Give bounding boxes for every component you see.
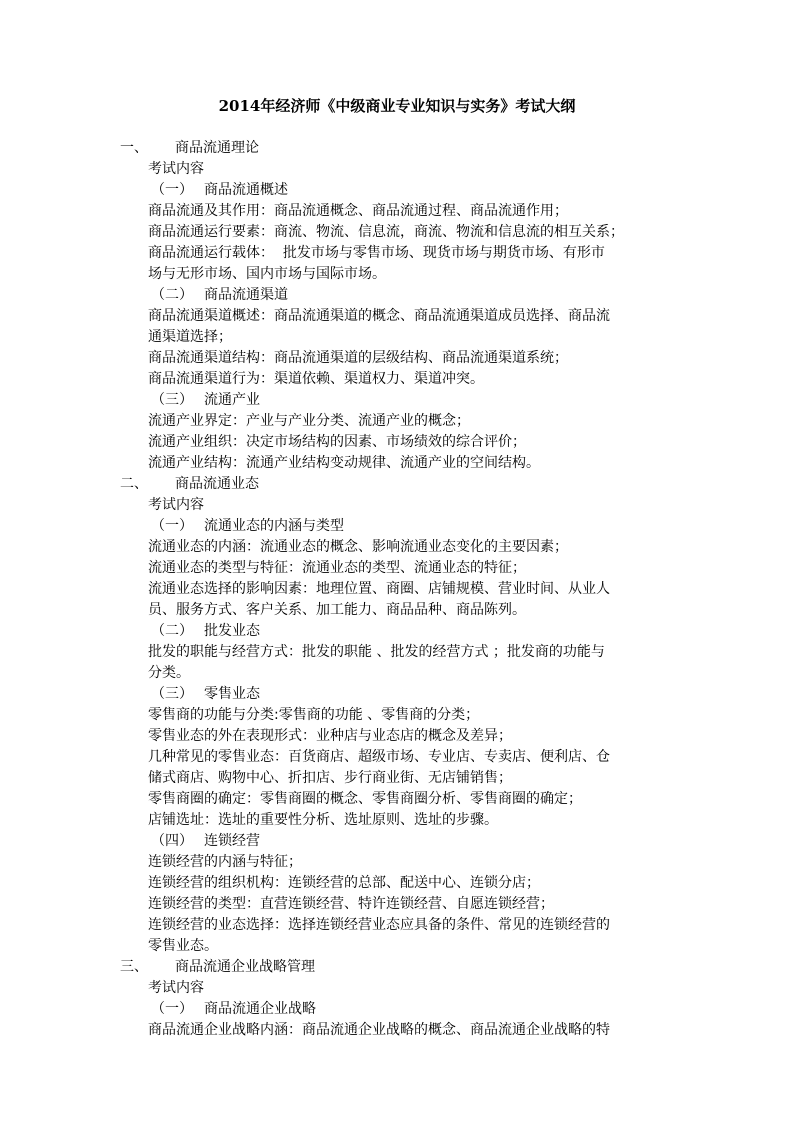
section-number: 三、 — [120, 959, 148, 975]
subsection-title: 商品流通渠道 — [204, 287, 288, 303]
subsection-title: 流通业态的内涵与类型 — [204, 518, 344, 534]
body-line: 连锁经营的组织机构：连锁经营的总部、配送中心、连锁分店； — [148, 875, 540, 891]
page-title: 2014年经济师《中级商业专业知识与实务》考试大纲 — [218, 97, 576, 115]
body-line: 流通产业结构：流通产业结构变动规律、流通产业的空间结构。 — [148, 455, 540, 471]
body-line: 场与无形市场、国内市场与国际市场。 — [148, 266, 386, 282]
section-heading — [0, 138, 794, 159]
body-line: 分类。 — [148, 665, 190, 681]
body-line: 商品流通渠道行为：渠道依赖、渠道权力、渠道冲突。 — [148, 371, 484, 387]
section-number: 一、 — [120, 140, 148, 156]
subsection-number: （三） — [151, 686, 193, 702]
subsection-heading — [0, 516, 794, 537]
section-title: 商品流通理论 — [175, 140, 259, 156]
body-line: 连锁经营的类型：直营连锁经营、特许连锁经营、自愿连锁经营； — [148, 896, 554, 912]
body-line: 店铺选址：选址的重要性分析、选址原则、选址的步骤。 — [148, 812, 498, 828]
subsection-number: （一） — [151, 518, 193, 534]
body-line: 几种常见的零售业态：百货商店、超级市场、专业店、专卖店、便利店、仓 — [148, 749, 610, 765]
body-line: 流通业态的内涵：流通业态的概念、影响流通业态变化的主要因素； — [148, 539, 568, 555]
subsection-number: （二） — [151, 287, 193, 303]
body-line: 通渠道选择； — [148, 329, 232, 345]
subsection-title: 流通产业 — [204, 392, 260, 408]
body-line: 员、服务方式、客户关系、加工能力、商品品种、商品陈列。 — [148, 602, 526, 618]
subsection-heading — [0, 831, 794, 852]
subsection-title: 商品流通概述 — [204, 182, 288, 198]
subsection-heading — [0, 684, 794, 705]
body-line: 商品流通及其作用：商品流通概念、商品流通过程、商品流通作用； — [148, 203, 568, 219]
body-line: 商品流通渠道结构：商品流通渠道的层级结构、商品流通渠道系统； — [148, 350, 568, 366]
body-line: 流通业态的类型与特征：流通业态的类型、流通业态的特征； — [148, 560, 526, 576]
exam-content-label: 考试内容 — [148, 980, 204, 996]
body-line: 流通产业组织：决定市场结构的因素、市场绩效的综合评价； — [148, 434, 526, 450]
section-number: 二、 — [120, 476, 148, 492]
subsection-title: 零售业态 — [204, 686, 260, 702]
subsection-heading — [0, 180, 794, 201]
exam-content-label: 考试内容 — [148, 497, 204, 513]
body-line: 储式商店、购物中心、折扣店、步行商业街、无店铺销售； — [148, 770, 512, 786]
subsection-heading — [0, 390, 794, 411]
subsection-number: （四） — [151, 833, 193, 849]
body-line: 零售业态的外在表现形式：业种店与业态店的概念及差异； — [148, 728, 512, 744]
subsection-number: （一） — [151, 1001, 193, 1017]
exam-content-label: 考试内容 — [148, 161, 204, 177]
subsection-heading — [0, 621, 794, 642]
body-line: 零售业态。 — [148, 938, 218, 954]
section-title: 商品流通业态 — [175, 476, 259, 492]
outline-content — [0, 138, 794, 1041]
subsection-heading — [0, 285, 794, 306]
body-line: 流通业态选择的影响因素：地理位置、商圈、店铺规模、营业时间、从业人 — [148, 581, 610, 597]
section-heading — [0, 957, 794, 978]
subsection-heading — [0, 999, 794, 1020]
body-line: 批发的职能与经营方式：批发的职能 、批发的经营方式 ；批发商的功能与 — [148, 644, 605, 660]
body-line: 商品流通企业战略内涵：商品流通企业战略的概念、商品流通企业战略的特 — [148, 1022, 610, 1038]
body-line: 连锁经营的内涵与特征； — [148, 854, 302, 870]
body-line: 商品流通运行要素：商流、物流、信息流，商流、物流和信息流的相互关系； — [148, 224, 624, 240]
body-line: 零售商的功能与分类:零售商的功能 、零售商的分类； — [148, 707, 480, 723]
subsection-title: 商品流通企业战略 — [204, 1001, 316, 1017]
subsection-number: （三） — [151, 392, 193, 408]
subsection-number: （二） — [151, 623, 193, 639]
body-line: 零售商圈的确定：零售商圈的概念、零售商圈分析、零售商圈的确定； — [148, 791, 582, 807]
body-line: 流通产业界定：产业与产业分类、流通产业的概念； — [148, 413, 470, 429]
body-line: 商品流通运行载体： 批发市场与零售市场、现货市场与期货市场、有形市 — [148, 245, 605, 261]
subsection-number: （一） — [151, 182, 193, 198]
subsection-title: 连锁经营 — [204, 833, 260, 849]
section-heading — [0, 474, 794, 495]
subsection-title: 批发业态 — [204, 623, 260, 639]
body-line: 连锁经营的业态选择：选择连锁经营业态应具备的条件、常见的连锁经营的 — [148, 917, 610, 933]
section-title: 商品流通企业战略管理 — [175, 959, 315, 975]
body-line: 商品流通渠道概述：商品流通渠道的概念、商品流通渠道成员选择、商品流 — [148, 308, 610, 324]
